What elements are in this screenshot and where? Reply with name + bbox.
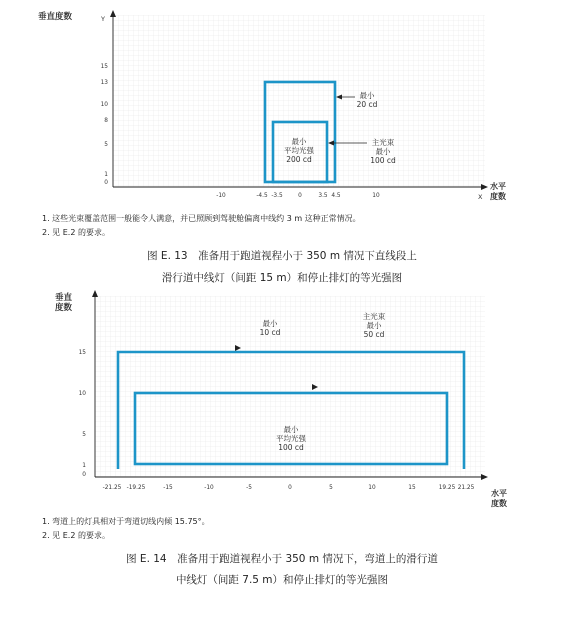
y-tick: 0 [104, 180, 108, 186]
y-tick: 10 [100, 102, 108, 108]
y-letter: Y [101, 15, 105, 23]
y-axis-arrow [92, 290, 98, 297]
figure1-caption-line2: 滑行道中线灯（间距 15 m）和停止排灯的等光强图 [161, 272, 403, 284]
figure1-note-1: 1. 这些光束覆盖范围一般能令人满意，并已照顾到驾驶舱偏离中线约 3 m 这种正常情况。 [42, 214, 361, 223]
inner-box-label: 200 cd [286, 155, 312, 164]
x-tick: 3.5 [318, 193, 328, 199]
outer-box-label: 20 cd [356, 100, 378, 109]
outer-box-label: 10 cd [259, 328, 281, 337]
inner-box-label: 最小 [291, 137, 307, 146]
x-tick: -15 [163, 485, 173, 491]
x-axis-title-2: 度数 [490, 192, 506, 201]
figure2-note-2: 2. 见 E.2 的要求。 [42, 531, 110, 540]
x-axis-title: 水平 [490, 182, 506, 191]
figure-e13 [38, 10, 506, 201]
x-tick: -3.5 [271, 193, 283, 199]
x-tick: -19.25 [126, 485, 146, 491]
y-tick: 15 [78, 350, 86, 356]
figure2-caption-line1: 图 E. 14 准备用于跑道视程小于 350 m 情况下，弯道上的滑行道 [126, 553, 438, 565]
figure1-note-2: 2. 见 E.2 的要求。 [42, 228, 110, 237]
y-tick: 13 [100, 80, 108, 86]
x-tick: 15 [408, 485, 416, 491]
x-tick: -21.25 [102, 485, 122, 491]
outer-box-label: 最小 [359, 91, 375, 100]
x-axis-title-2: 度数 [491, 499, 507, 508]
y-axis-arrow [110, 10, 116, 17]
figure-e14 [55, 290, 507, 508]
beam-label: 主光束 [362, 312, 386, 321]
x-tick: 4.5 [331, 193, 341, 199]
inner-box-label: 100 cd [278, 443, 304, 452]
y-axis-title: 垂直度数 [38, 12, 73, 22]
x-tick: -5 [246, 485, 252, 491]
x-tick: 10 [368, 485, 376, 491]
y-tick: 0 [82, 472, 86, 478]
inner-box-label: 最小 [283, 425, 299, 434]
x-tick: 0 [298, 193, 302, 199]
y-axis-title-2: 度数 [55, 303, 73, 313]
x-axis-title: 水平 [491, 489, 507, 498]
y-axis-title: 垂直 [55, 293, 73, 303]
beam-label: 最小 [366, 321, 382, 330]
x-tick: -4.5 [256, 193, 268, 199]
x-tick: 19.25 [438, 485, 456, 491]
figure2-note-1: 1. 弯道上的灯具相对于弯道切线内倾 15.75°。 [42, 517, 210, 526]
x-tick: -10 [216, 193, 226, 199]
x-tick: 0 [288, 485, 292, 491]
y-tick: 1 [104, 172, 108, 178]
inner-box-label: 平均光强 [284, 146, 314, 155]
x-letter: X [478, 193, 483, 201]
x-tick: 5 [329, 485, 333, 491]
beam-label: 50 cd [363, 330, 385, 339]
outer-box-label: 最小 [262, 319, 278, 328]
beam-label: 主光束 [371, 138, 395, 147]
x-tick: 10 [372, 193, 380, 199]
x-tick: -10 [204, 485, 214, 491]
y-tick: 1 [82, 463, 86, 469]
figure1-caption-line1: 图 E. 13 准备用于跑道视程小于 350 m 情况下直线段上 [147, 250, 417, 262]
x-tick: 21.25 [457, 485, 475, 491]
beam-label: 100 cd [370, 156, 396, 165]
figure2-caption-line2: 中线灯（间距 7.5 m）和停止排灯的等光强图 [175, 574, 389, 586]
inner-box-label: 平均光强 [276, 434, 306, 443]
y-tick: 15 [100, 64, 108, 70]
y-tick: 8 [104, 118, 108, 124]
y-tick: 5 [104, 142, 108, 148]
beam-label: 最小 [375, 147, 391, 156]
y-tick: 5 [82, 432, 86, 438]
y-tick: 10 [78, 391, 86, 397]
